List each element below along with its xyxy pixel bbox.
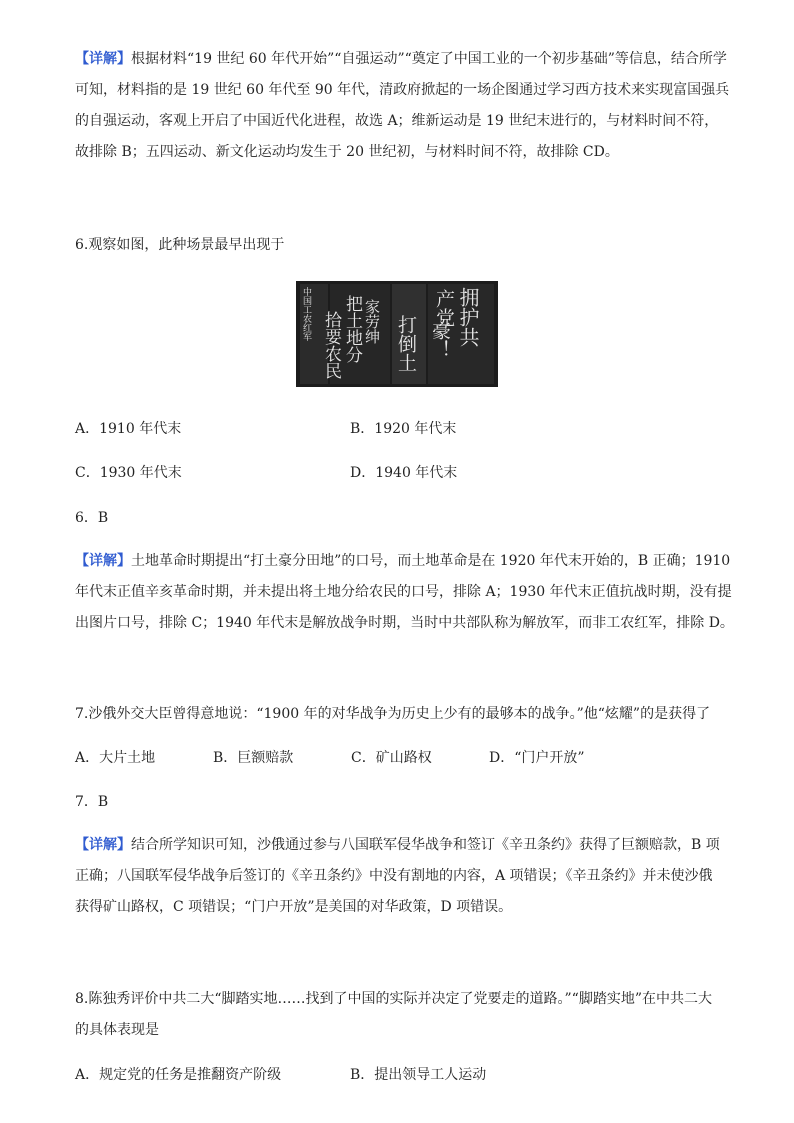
detail-tag: 【详解】 (75, 51, 131, 67)
question-6-stem: 6.观察如图，此种场景最早出现于 (75, 237, 285, 253)
slogan-wall-photo-svg (296, 281, 498, 387)
explanation-line: 年代末正值辛亥革命时期，并未提出将土地分给农民的口号，排除 A；1930 年代末正值抗战时期，没有提 (75, 584, 732, 600)
slogan-text: 豪！ (429, 321, 451, 359)
slogan-text: 拥护共 (456, 287, 480, 347)
question-8-stem-line: 8.陈独秀评价中共二大“脚踏实地……找到了中国的实际并决定了党要走的道路。”“脚踏实地”在中共二大 (75, 991, 712, 1007)
explanation-line: 可知，材料指的是 19 世纪 60 年代至 90 年代，清政府掀起的一场企图通过学习西方技术来实现富国强兵 (75, 82, 730, 98)
slogan-text: 打倒土 (395, 315, 417, 372)
explanation-line: 【详解】根据材料“19 世纪 60 年代开始”“自强运动”“奠定了中国工业的一个初步基础”等信息，结合所学 (75, 51, 727, 67)
explanation-q7 (75, 830, 725, 923)
slogan-text: 把土地分 (342, 295, 362, 363)
question-7-stem: 7.沙俄外交大臣曾得意地说：“1900 年的对华战争为历史上少有的最够本的战争。”他“炫耀”的是获得了 (75, 706, 711, 722)
explanation-line: 故排除 B；五四运动、新文化运动均发生于 20 世纪初，与材料时间不符，故排除 CD。 (75, 144, 619, 160)
question-7-option-d: D．“门户开放” (489, 750, 585, 766)
question-6-option-a: A．1910 年代末 (75, 421, 182, 437)
explanation-line: 【详解】结合所学知识可知，沙俄通过参与八国联军侵华战争和签订《辛丑条约》获得了巨额赔款，B 项 (75, 837, 720, 853)
question-7-option-c: C．矿山路权 (351, 750, 432, 766)
explanation-line: 出图片口号，排除 C；1940 年代末是解放战争时期，当时中共部队称为解放军，而非工农红军，排除 D。 (75, 615, 734, 631)
detail-tag: 【详解】 (75, 553, 131, 569)
question-8-option-b: B．提出领导工人运动 (350, 1067, 487, 1083)
question-8-stem (75, 984, 725, 1046)
explanation-line: 【详解】土地革命时期提出“打土豪分田地”的口号，而土地革命是在 1920 年代末开始的，B 正确；1910 (75, 553, 731, 569)
question-6-option-b: B．1920 年代末 (350, 421, 457, 437)
slogan-text: 拾要农民 (321, 311, 341, 379)
explanation-q6 (75, 546, 734, 639)
slogan-text: 家劳绅 (363, 299, 381, 344)
question-8-option-a: A．规定党的任务是推翻资产阶级 (75, 1067, 282, 1083)
slogan-text: 中国工农红军 (301, 287, 311, 341)
question-6-option-d: D．1940 年代末 (350, 465, 458, 481)
question-7-answer: 7．B (75, 794, 109, 810)
explanation-line: 正确；八国联军侵华战争后签订的《辛丑条约》中没有割地的内容，A 项错误；《辛丑条约》并未使沙俄 (75, 868, 713, 884)
question-7-option-b: B．巨额赔款 (213, 750, 294, 766)
explanation-line: 获得矿山路权，C 项错误；“门户开放”是美国的对华政策，D 项错误。 (75, 899, 513, 915)
explanation-q5 (75, 44, 730, 168)
slogan-text: 产党 (433, 289, 455, 327)
question-6-option-c: C．1930 年代末 (75, 465, 182, 481)
question-6-answer: 6．B (75, 510, 109, 526)
question-8-stem-line: 的具体表现是 (75, 1022, 159, 1038)
question-7-option-a: A．大片土地 (75, 750, 156, 766)
detail-tag: 【详解】 (75, 837, 131, 853)
slogan-wall-photo (296, 281, 498, 387)
explanation-line: 的自强运动，客观上开启了中国近代化进程，故选 A；维新运动是 19 世纪末进行的，与材料时间不符， (75, 113, 719, 129)
